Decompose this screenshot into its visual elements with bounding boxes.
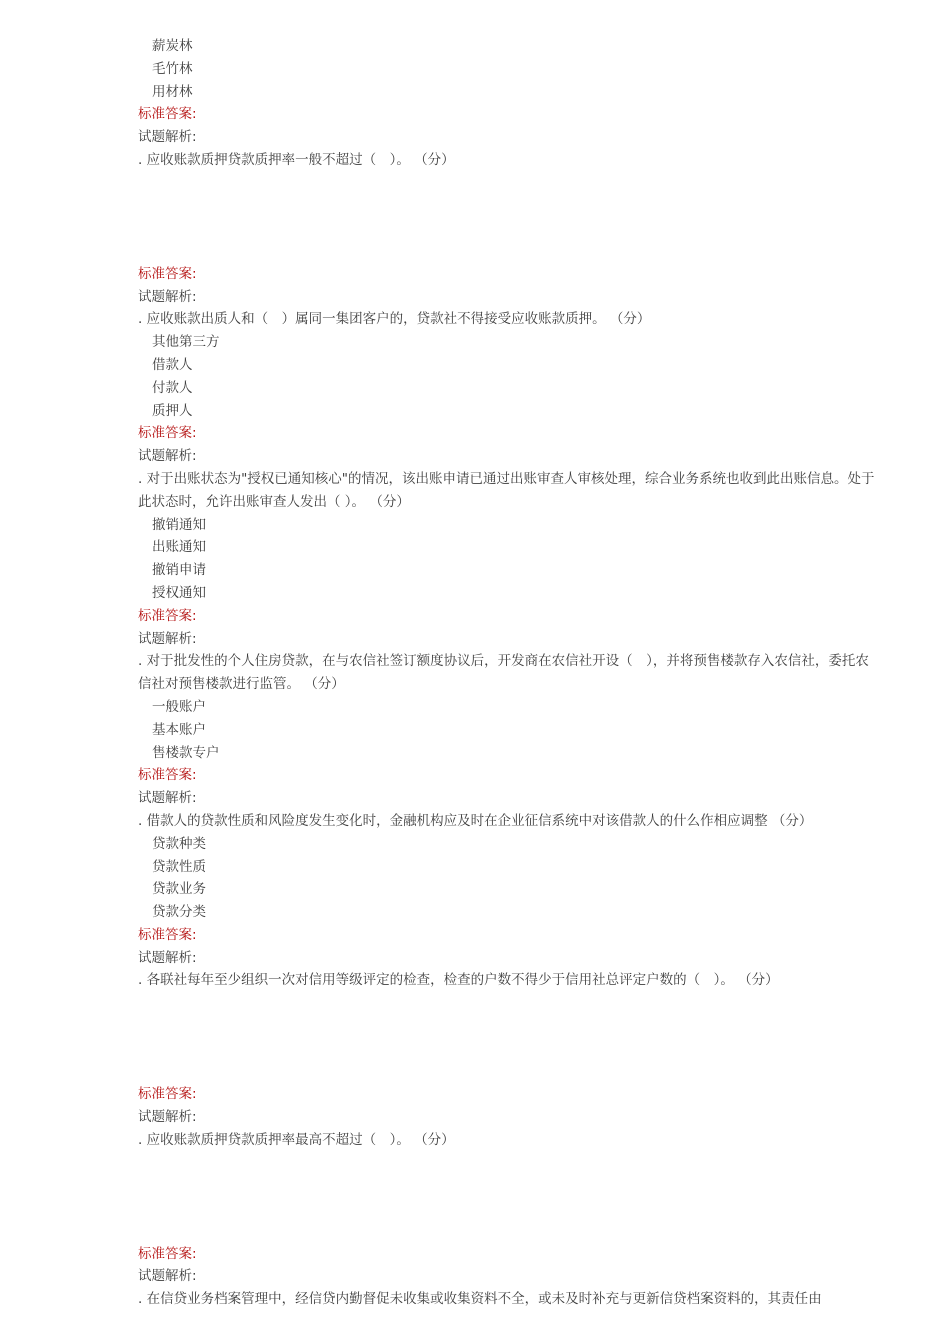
standard-answer-label: 标准答案: (138, 106, 197, 123)
question-text: . 在信贷业务档案管理中，经信贷内勤督促未收集或收集资料不全，或未及时补充与更新信贷档案资料的，其责任由 (138, 1291, 822, 1308)
question-text: . 应收账款质押贷款质押率一般不超过（ ）。 （分） (138, 151, 455, 168)
option-item: 基本账户 (152, 721, 206, 738)
option-item: 授权通知 (152, 584, 206, 601)
option-item: 贷款业务 (152, 881, 206, 898)
standard-answer-label: 标准答案: (138, 265, 197, 282)
option-item: 借款人 (152, 356, 193, 373)
question-text: . 各联社每年至少组织一次对信用等级评定的检查，检查的户数不得少于信用社总评定户数的（ ）。 （分） (138, 972, 779, 989)
question-text: . 对于批发性的个人住房贷款，在与农信社签订额度协议后，开发商在农信社开设（ ），并将预售楼款存入农信社，委托农信社对预售楼款进行监管。 （分） (138, 653, 869, 693)
option-item: 毛竹林 (152, 60, 193, 77)
option-item: 出账通知 (152, 539, 206, 556)
option-item: 贷款种类 (152, 835, 206, 852)
option-item: 付款人 (152, 379, 193, 396)
standard-answer-label: 标准答案: (138, 926, 197, 943)
question-text: . 借款人的贷款性质和风险度发生变化时，金融机构应及时在企业征信系统中对该借款人的什么作相应调整 （分） (138, 812, 813, 829)
analysis-label: 试题解析: (138, 1268, 197, 1285)
analysis-label: 试题解析: (138, 949, 197, 966)
question-text: . 对于出账状态为"授权已通知核心"的情况，该出账申请已通过出账审查人审核处理，综合业务系统也收到此出账信息。处于此状态时，允许出账审查人发出（ ）。 （分） (138, 470, 875, 510)
analysis-label: 试题解析: (138, 129, 197, 146)
option-item: 贷款分类 (152, 904, 206, 921)
standard-answer-label: 标准答案: (138, 425, 197, 442)
option-item: 一般账户 (152, 698, 206, 715)
option-item: 薪炭林 (152, 38, 193, 54)
blank-space (138, 1152, 878, 1243)
analysis-label: 试题解析: (138, 630, 197, 647)
blank-space (138, 172, 878, 263)
standard-answer-label: 标准答案: (138, 1245, 197, 1262)
standard-answer-label: 标准答案: (138, 1086, 197, 1103)
analysis-label: 试题解析: (138, 448, 197, 465)
analysis-label: 试题解析: (138, 790, 197, 807)
option-item: 用材林 (152, 83, 193, 100)
question-text: . 应收账款出质人和（ ）属同一集团客户的，贷款社不得接受应收账款质押。 （分） (138, 311, 651, 328)
option-item: 撤销申请 (152, 562, 206, 579)
standard-answer-label: 标准答案: (138, 607, 197, 624)
option-item: 质押人 (152, 402, 193, 419)
option-item: 撤销通知 (152, 516, 206, 533)
option-item: 售楼款专户 (152, 744, 220, 761)
analysis-label: 试题解析: (138, 1109, 197, 1126)
exam-document (138, 35, 878, 1311)
standard-answer-label: 标准答案: (138, 767, 197, 784)
question-text: . 应收账款质押贷款质押率最高不超过（ ）。 （分） (138, 1131, 455, 1148)
option-item: 其他第三方 (152, 334, 220, 351)
blank-space (138, 992, 878, 1083)
analysis-label: 试题解析: (138, 288, 197, 305)
option-item: 贷款性质 (152, 858, 206, 875)
